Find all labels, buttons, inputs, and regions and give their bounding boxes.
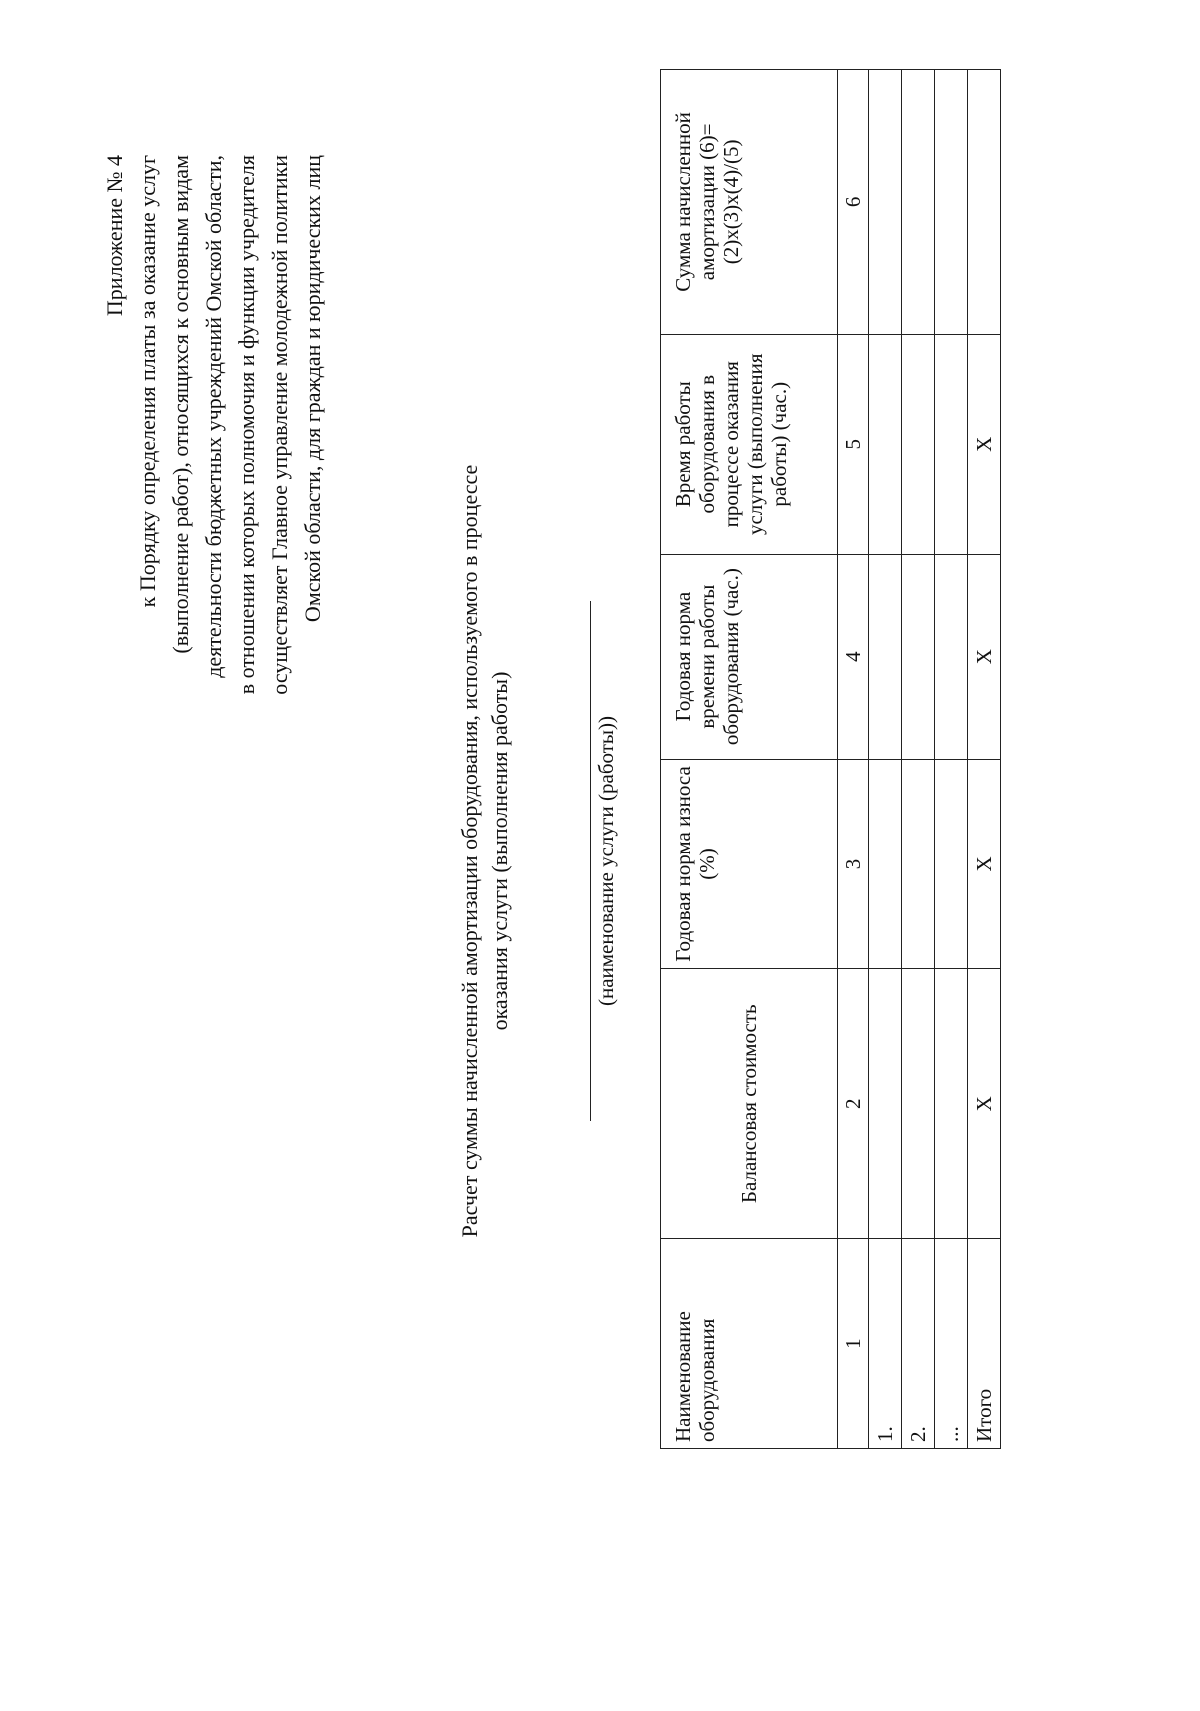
column-number: 3 (838, 759, 869, 969)
column-number: 6 (838, 70, 869, 335)
column-number: 5 (838, 334, 869, 554)
table-cell: X (968, 759, 1001, 969)
total-label: Итого (968, 1239, 1001, 1449)
appendix-line: Приложение № 4 (102, 155, 127, 317)
table-cell (869, 70, 902, 335)
table-cell: X (968, 969, 1001, 1239)
appendix-line: осуществляет Главное управление молодежной политики (267, 155, 292, 695)
table-cell: ... (935, 1239, 968, 1449)
title-line-1: Расчет суммы начисленной амортизации оборудования, используемого в процессе (457, 464, 482, 1238)
title-line-2: оказания услуги (выполнения работы) (487, 671, 512, 1031)
table-cell (902, 70, 935, 335)
table-total-row (968, 70, 1001, 1449)
appendix-line: к Порядку определения платы за оказание услуг (135, 155, 160, 608)
table-cell (935, 554, 968, 759)
header-cell: Сумма начисленной амортизации (6)=(2)x(3)x(4)/(5) (661, 70, 838, 335)
table-cell: 1. (869, 1239, 902, 1449)
document-title (455, 281, 515, 1421)
header-cell: Балансовая стоимость (661, 969, 838, 1239)
table-cell (935, 70, 968, 335)
table-cell: 2. (902, 1239, 935, 1449)
table-cell (902, 969, 935, 1239)
appendix-line: Омской области, для граждан и юридических лиц (300, 155, 325, 623)
table-cell (935, 334, 968, 554)
appendix-line: (выполнение работ), относящихся к основным видам (168, 155, 193, 654)
table-cell (968, 70, 1001, 335)
appendix-line: в отношении которых полномочия и функции учредителя (234, 155, 259, 695)
table-cell (869, 969, 902, 1239)
table-row (902, 70, 935, 1449)
appendix-line: деятельности бюджетных учреждений Омской области, (201, 155, 226, 678)
table-cell (902, 334, 935, 554)
table-header-row (661, 70, 838, 1449)
table-row (935, 70, 968, 1449)
column-number: 2 (838, 969, 869, 1239)
amortization-table (660, 69, 1001, 1449)
table-cell (935, 759, 968, 969)
table-cell (869, 334, 902, 554)
table-row (869, 70, 902, 1449)
column-number: 1 (838, 1239, 869, 1449)
header-cell: Годовая норма времени работы оборудования (час.) (661, 554, 838, 759)
column-number-row (838, 70, 869, 1449)
header-cell: Годовая норма износа (%) (661, 759, 838, 969)
service-name-blank-line (590, 601, 591, 1121)
appendix-header (98, 155, 329, 835)
table-cell (902, 554, 935, 759)
table-cell: X (968, 554, 1001, 759)
table-cell: X (968, 334, 1001, 554)
service-name-caption: (наименование услуги (работы)) (594, 715, 618, 1007)
column-number: 4 (838, 554, 869, 759)
header-cell: Время работы оборудования в процессе оказания услуги (выполнения работы) (час.) (661, 334, 838, 554)
table-cell (902, 759, 935, 969)
table-cell (869, 554, 902, 759)
table-cell (935, 969, 968, 1239)
header-cell: Наименование оборудования (661, 1239, 838, 1449)
table-cell (869, 759, 902, 969)
